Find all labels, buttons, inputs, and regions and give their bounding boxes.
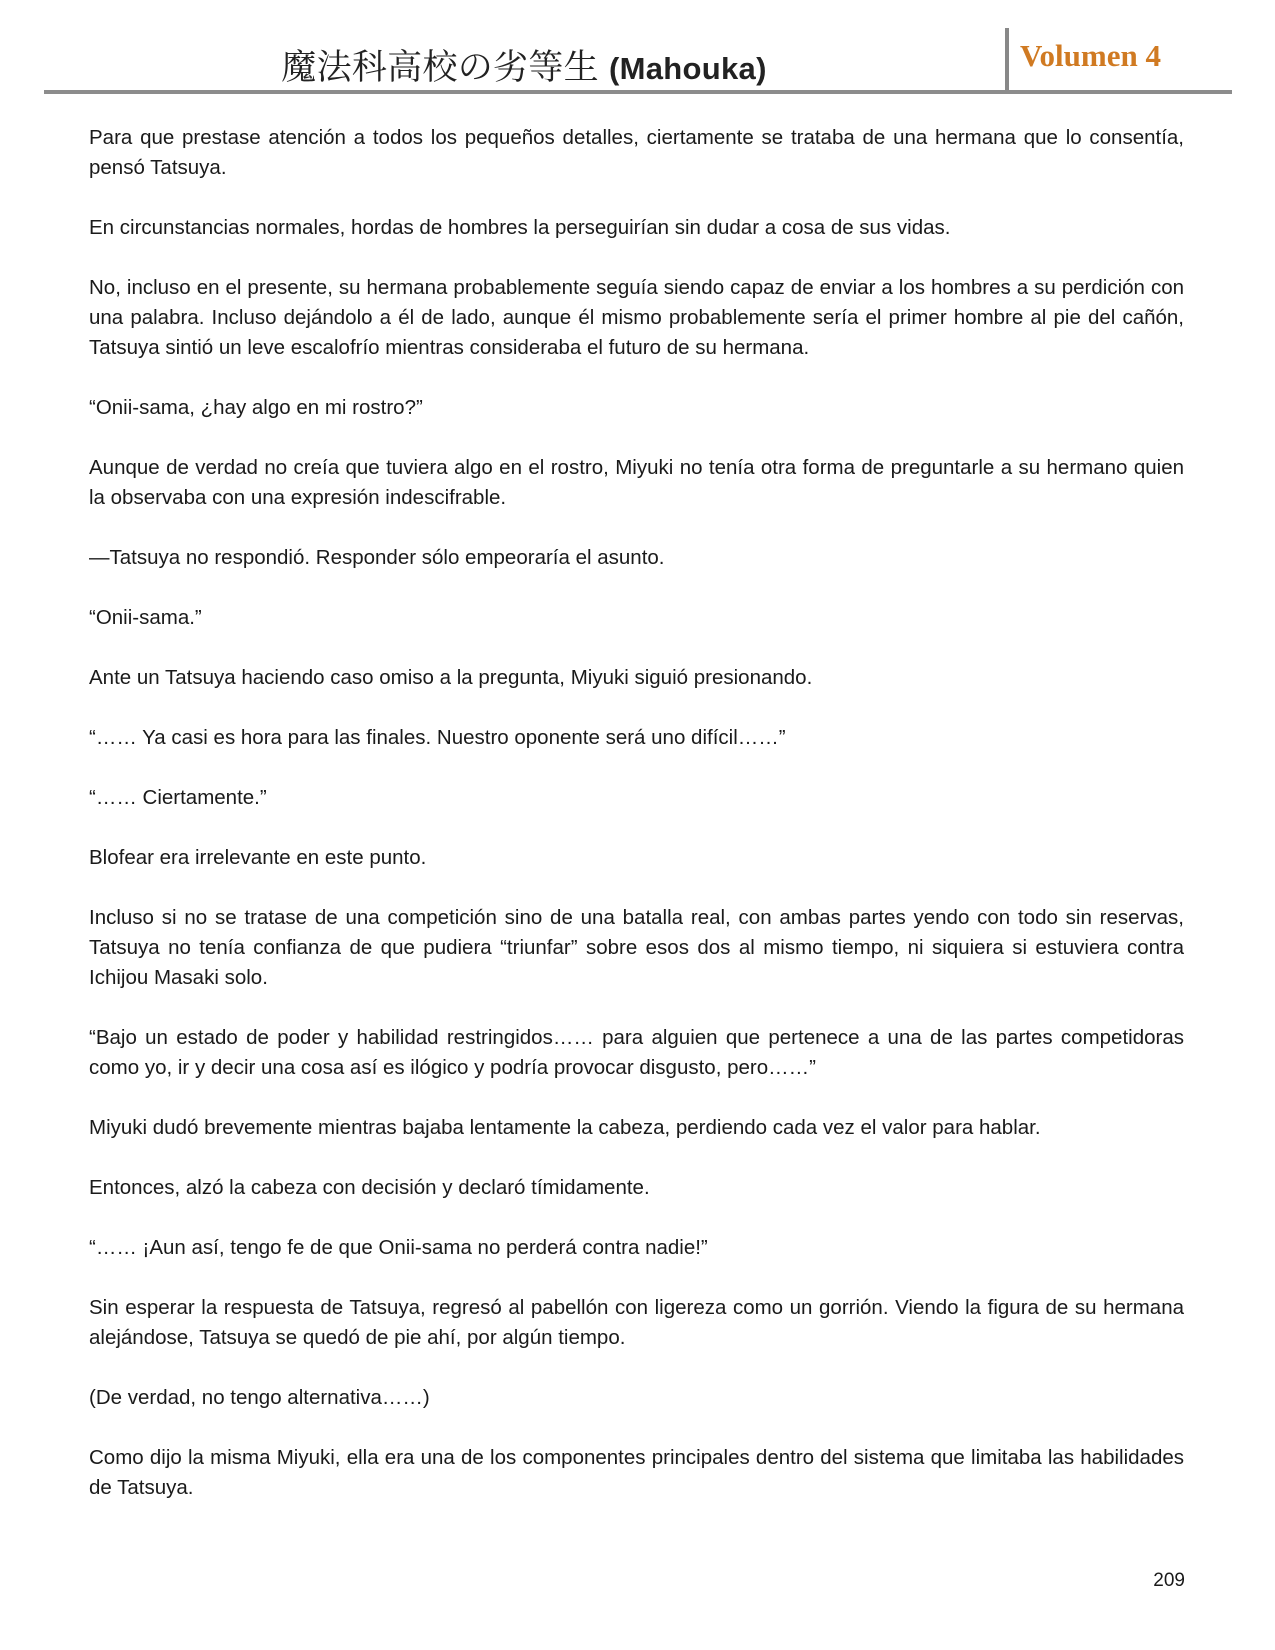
paragraph-15: Entonces, alzó la cabeza con decisión y declaró tímidamente. — [89, 1176, 650, 1199]
book-title — [44, 40, 1004, 90]
paragraph-10: “…… Ciertamente.” — [89, 786, 267, 809]
paragraph-13: “Bajo un estado de poder y habilidad restringidos…… para alguien que pertenece a una de las partes competidoras como yo, ir y decir una cosa así es ilógico y podría provocar disgusto, pero……” — [89, 1026, 1184, 1079]
paragraph-12: Incluso si no se tratase de una competición sino de una batalla real, con ambas partes yendo con todo sin reservas, Tatsuya no tenía confianza de que pudiera “triunfar” sobre esos dos al mismo tiempo, ni siquiera si estuviera contra Ichijou Masaki solo. — [89, 906, 1184, 989]
paragraph-11: Blofear era irrelevante en este punto. — [89, 846, 427, 869]
book-title-latin: (Mahouka) — [609, 51, 767, 86]
paragraph-18: (De verdad, no tengo alternativa……) — [89, 1386, 430, 1409]
paragraph-17: Sin esperar la respuesta de Tatsuya, regresó al pabellón con ligereza como un gorrión. Viendo la figura de su hermana alejándose, Tatsuya se quedó de pie ahí, por algún tiempo. — [89, 1296, 1184, 1349]
header-rule — [44, 90, 1232, 94]
page-number: 209 — [1153, 1570, 1185, 1591]
paragraph-14: Miyuki dudó brevemente mientras bajaba lentamente la cabeza, perdiendo cada vez el valor para hablar. — [89, 1116, 1041, 1139]
paragraph-4: “Onii-sama, ¿hay algo en mi rostro?” — [89, 396, 423, 419]
paragraph-6: —Tatsuya no respondió. Responder sólo empeoraría el asunto. — [89, 546, 665, 569]
page-body — [89, 123, 1184, 1533]
header-separator — [1005, 28, 1009, 94]
page-header — [44, 28, 1232, 94]
paragraph-2: En circunstancias normales, hordas de hombres la perseguirían sin dudar a cosa de sus vidas. — [89, 216, 951, 239]
paragraph-1: Para que prestase atención a todos los pequeños detalles, ciertamente se trataba de una hermana que lo consentía, pensó Tatsuya. — [89, 126, 1184, 179]
volume-label: Volumen 4 — [1020, 38, 1161, 73]
paragraph-19: Como dijo la misma Miyuki, ella era una de los componentes principales dentro del sistema que limitaba las habilidades de Tatsuya. — [89, 1446, 1184, 1499]
paragraph-16: “…… ¡Aun así, tengo fe de que Onii-sama no perderá contra nadie!” — [89, 1236, 708, 1259]
paragraph-5: Aunque de verdad no creía que tuviera algo en el rostro, Miyuki no tenía otra forma de preguntarle a su hermano quien la observaba con una expresión indescifrable. — [89, 456, 1184, 509]
paragraph-9: “…… Ya casi es hora para las finales. Nuestro oponente será uno difícil……” — [89, 726, 786, 749]
paragraph-3: No, incluso en el presente, su hermana probablemente seguía siendo capaz de enviar a los hombres a su perdición con una palabra. Incluso dejándolo a él de lado, aunque él mismo probablemente sería el primer hombre al pie del cañón, Tatsuya sintió un leve escalofrío mientras consideraba el futuro de su hermana. — [89, 276, 1184, 359]
paragraph-8: Ante un Tatsuya haciendo caso omiso a la pregunta, Miyuki siguió presionando. — [89, 666, 813, 689]
book-title-japanese: 魔法科高校の劣等生 — [281, 48, 599, 87]
paragraph-7: “Onii-sama.” — [89, 606, 202, 629]
